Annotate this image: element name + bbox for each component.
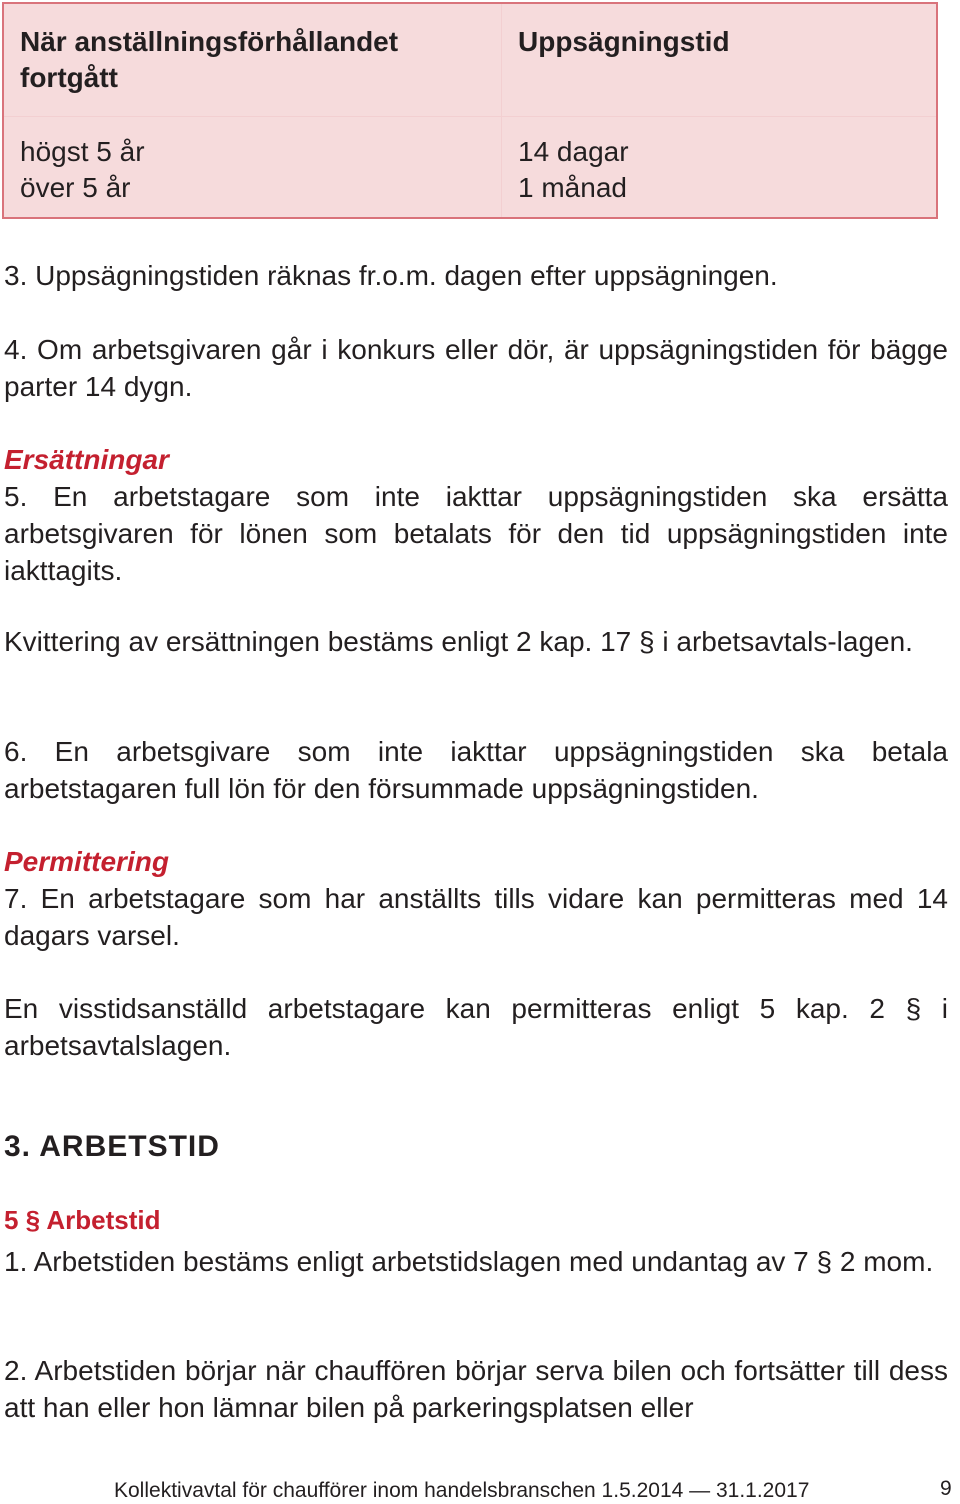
section-paragraph-1: 1. Arbetstiden bestäms enligt arbetstidslagen med undantag av 7 § 2 mom. xyxy=(4,1246,934,1277)
paragraph-5: 5. En arbetstagare som inte iakttar uppsägningstiden ska ersätta arbetsgivaren för lönen som betalats för den tid uppsägningstiden inte iakttagits. xyxy=(4,481,948,586)
heading-permittering: Permittering xyxy=(4,846,169,877)
paragraph-7: 7. En arbetstagare som har anställts tills vidare kan permitteras med 14 dagars varsel. xyxy=(4,883,948,951)
heading-ersattningar: Ersättningar xyxy=(4,444,169,475)
notice-period-table xyxy=(2,2,938,219)
table-header-employment-duration: När anställningsförhållandet fortgått xyxy=(20,26,399,93)
table-row-divider xyxy=(4,116,936,117)
paragraph-6: 6. En arbetsgivare som inte iakttar uppsägningstiden ska betala arbetstagaren full lön för den försummade uppsägningstiden. xyxy=(4,736,948,804)
paragraph-5b: Kvittering av ersättningen bestäms enligt 2 kap. 17 § i arbetsavtals-lagen. xyxy=(4,626,913,657)
subsection-title-arbetstid: 5 § Arbetstid xyxy=(4,1205,161,1235)
paragraph-3: 3. Uppsägningstiden räknas fr.o.m. dagen efter uppsägningen. xyxy=(4,260,778,291)
table-header-notice-period: Uppsägningstid xyxy=(518,26,730,57)
paragraph-4: 4. Om arbetsgivaren går i konkurs eller dör, är uppsägningstiden för bägge parter 14 dygn. xyxy=(4,334,948,402)
table-column-divider xyxy=(501,4,502,217)
footer-document-title: Kollektivavtal för chaufförer inom handelsbranschen 1.5.2014 — 31.1.2017 xyxy=(114,1479,810,1502)
table-cell-duration-values: högst 5 år över 5 år xyxy=(20,136,145,203)
table-cell-notice-values: 14 dagar 1 månad xyxy=(518,136,629,203)
paragraph-7b: En visstidsanställd arbetstagare kan permitteras enligt 5 kap. 2 § i arbetsavtalslagen. xyxy=(4,993,948,1061)
section-title-arbetstid: 3. ARBETSTID xyxy=(4,1130,220,1163)
page-number: 9 xyxy=(940,1477,952,1500)
section-paragraph-2: 2. Arbetstiden börjar när chauffören börjar serva bilen och fortsätter till dess att han eller hon lämnar bilen på parkeringsplatsen eller xyxy=(4,1355,948,1423)
